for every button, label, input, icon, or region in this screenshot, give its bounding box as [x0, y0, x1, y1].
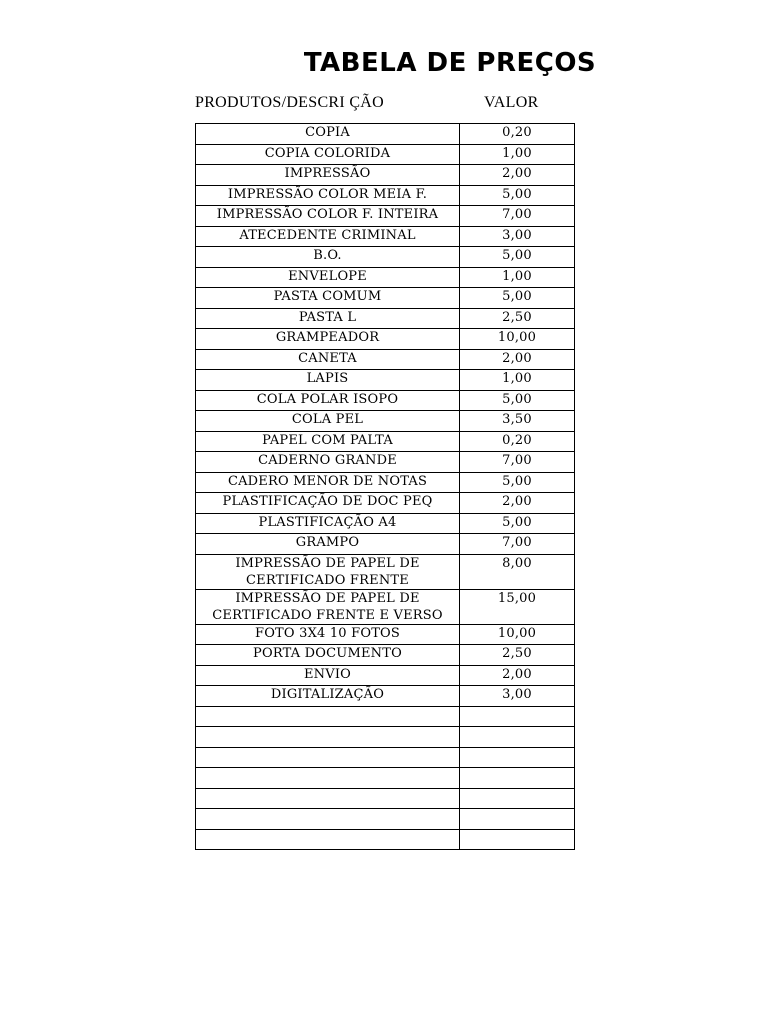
table-row	[196, 226, 575, 247]
price-cell	[460, 706, 575, 727]
table-row	[196, 124, 575, 145]
table-row	[196, 452, 575, 473]
product-cell: PASTA L	[196, 308, 460, 329]
product-cell: CANETA	[196, 349, 460, 370]
product-cell: PLASTIFICAÇÃO DE DOC PEQ	[196, 493, 460, 514]
price-cell: 1,00	[460, 144, 575, 165]
product-cell: CADERNO GRANDE	[196, 452, 460, 473]
price-cell	[460, 747, 575, 768]
product-cell: COLA POLAR ISOPO	[196, 390, 460, 411]
product-cell: IMPRESSÃO COLOR MEIA F.	[196, 185, 460, 206]
value-column-header: VALOR	[484, 94, 539, 111]
table-row	[196, 247, 575, 268]
price-cell: 7,00	[460, 452, 575, 473]
table-row	[196, 727, 575, 748]
price-cell: 2,00	[460, 493, 575, 514]
product-cell	[196, 727, 460, 748]
price-cell: 3,00	[460, 226, 575, 247]
price-cell	[460, 788, 575, 809]
table-row	[196, 513, 575, 534]
table-row	[196, 686, 575, 707]
table-row	[196, 144, 575, 165]
price-cell: 5,00	[460, 513, 575, 534]
product-cell: PAPEL COM PALTA	[196, 431, 460, 452]
price-cell: 15,00	[460, 589, 575, 624]
price-cell: 2,00	[460, 165, 575, 186]
product-cell	[196, 788, 460, 809]
table-row	[196, 165, 575, 186]
table-row	[196, 534, 575, 555]
table-row	[196, 370, 575, 391]
product-cell: COLA PEL	[196, 411, 460, 432]
product-cell: PORTA DOCUMENTO	[196, 645, 460, 666]
table-row	[196, 788, 575, 809]
product-cell: PASTA COMUM	[196, 288, 460, 309]
price-cell: 5,00	[460, 390, 575, 411]
table-row	[196, 329, 575, 350]
table-row	[196, 493, 575, 514]
product-cell: PLASTIFICAÇÃO A4	[196, 513, 460, 534]
table-row	[196, 206, 575, 227]
table-row	[196, 390, 575, 411]
price-table	[195, 123, 575, 850]
price-cell: 3,50	[460, 411, 575, 432]
price-cell: 7,00	[460, 206, 575, 227]
product-cell: ENVELOPE	[196, 267, 460, 288]
table-row	[196, 645, 575, 666]
price-cell	[460, 768, 575, 789]
table-row	[196, 267, 575, 288]
price-cell	[460, 727, 575, 748]
product-cell: IMPRESSÃO DE PAPEL DE CERTIFICADO FRENTE	[196, 554, 460, 589]
product-cell: ATECEDENTE CRIMINAL	[196, 226, 460, 247]
product-cell: B.O.	[196, 247, 460, 268]
price-cell: 5,00	[460, 472, 575, 493]
price-cell: 2,00	[460, 349, 575, 370]
product-cell	[196, 768, 460, 789]
price-cell: 3,00	[460, 686, 575, 707]
table-row	[196, 554, 575, 589]
product-cell	[196, 829, 460, 850]
table-row	[196, 665, 575, 686]
table-row	[196, 185, 575, 206]
table-row	[196, 431, 575, 452]
product-cell: COPIA	[196, 124, 460, 145]
table-row	[196, 809, 575, 830]
product-cell: ENVIO	[196, 665, 460, 686]
price-cell: 7,00	[460, 534, 575, 555]
price-cell: 2,00	[460, 665, 575, 686]
page-title: TABELA DE PREÇOS	[303, 48, 597, 78]
price-cell: 0,20	[460, 124, 575, 145]
price-cell: 2,50	[460, 308, 575, 329]
table-row	[196, 829, 575, 850]
product-cell: FOTO 3X4 10 FOTOS	[196, 624, 460, 645]
product-cell	[196, 706, 460, 727]
price-cell	[460, 809, 575, 830]
price-cell: 1,00	[460, 370, 575, 391]
price-cell: 10,00	[460, 624, 575, 645]
product-cell	[196, 809, 460, 830]
products-column-header: PRODUTOS/DESCRI ÇÃO	[195, 94, 384, 111]
table-row	[196, 747, 575, 768]
table-row	[196, 288, 575, 309]
price-cell	[460, 829, 575, 850]
product-cell	[196, 747, 460, 768]
product-cell: CADERO MENOR DE NOTAS	[196, 472, 460, 493]
product-cell: IMPRESSÃO DE PAPEL DE CERTIFICADO FRENTE E VERSO	[196, 589, 460, 624]
product-cell: COPIA COLORIDA	[196, 144, 460, 165]
price-cell: 5,00	[460, 185, 575, 206]
product-cell: IMPRESSÃO	[196, 165, 460, 186]
table-row	[196, 706, 575, 727]
product-cell: LAPIS	[196, 370, 460, 391]
table-row	[196, 589, 575, 624]
table-row	[196, 472, 575, 493]
price-cell: 5,00	[460, 288, 575, 309]
product-cell: GRAMPO	[196, 534, 460, 555]
price-cell: 10,00	[460, 329, 575, 350]
product-cell: GRAMPEADOR	[196, 329, 460, 350]
price-cell: 2,50	[460, 645, 575, 666]
price-cell: 5,00	[460, 247, 575, 268]
table-row	[196, 349, 575, 370]
table-row	[196, 411, 575, 432]
price-cell: 8,00	[460, 554, 575, 589]
table-row	[196, 308, 575, 329]
table-row	[196, 624, 575, 645]
table-row	[196, 768, 575, 789]
price-cell: 0,20	[460, 431, 575, 452]
price-cell: 1,00	[460, 267, 575, 288]
product-cell: IMPRESSÃO COLOR F. INTEIRA	[196, 206, 460, 227]
product-cell: DIGITALIZAÇÃO	[196, 686, 460, 707]
